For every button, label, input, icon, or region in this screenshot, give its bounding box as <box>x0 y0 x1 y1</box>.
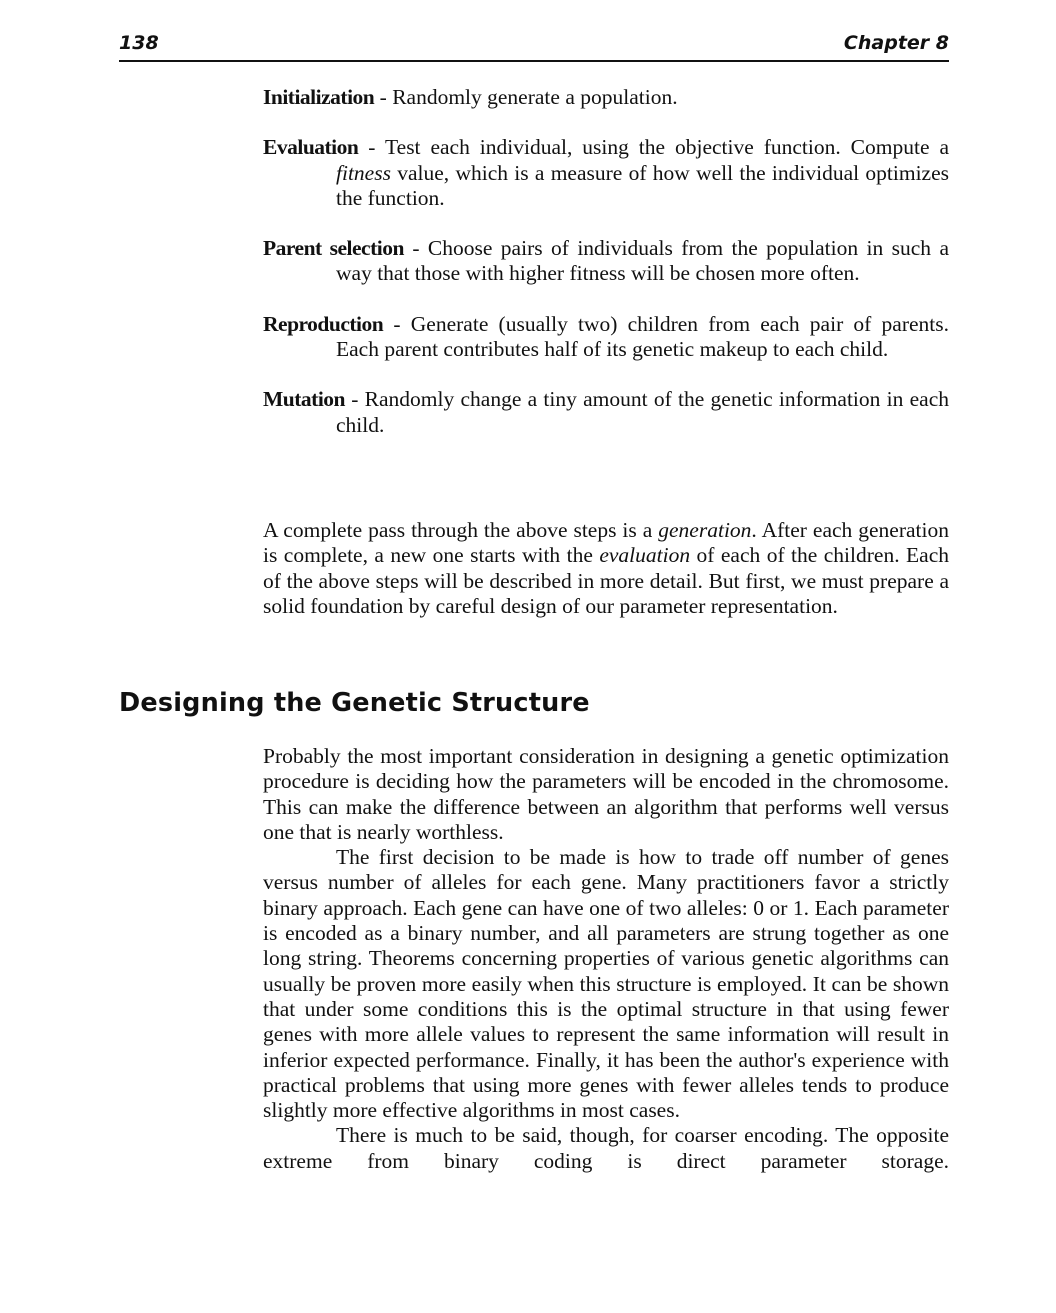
body-paragraph: The first decision to be made is how to trade off number of genes versus number of alleles for each gene. Many practitioners favor a strictly binary approach. Each gene can have one of two alleles: 0 or 1. Each parameter is encoded as a binary number, and all parameters are strung together as one long string. Theorems concerning properties of various genetic algorithms can usually be proven more easily when this structure is employed. It can be shown that under some conditions this is the optimal structure in that using fewer genes with more allele values to represent the same information will result in inferior expected performance. Finally, it has been the author's experience with practical problems that using more genes with fewer alleles tends to produce slightly more effective algorithms in most cases. <box>263 845 949 1123</box>
step-separator: - <box>374 85 393 109</box>
step-description <box>392 85 677 109</box>
emphasized-term: evaluation <box>599 543 691 568</box>
step-description <box>336 312 949 361</box>
text-run: of each of the children. Each of the above steps will be described in more detail. But first, we must prepare a solid foundation by careful design of our parameter representation. <box>263 543 949 618</box>
step-term: Initialization <box>263 85 375 109</box>
page-number: 138 <box>119 32 159 54</box>
text-run: Randomly generate a population. <box>392 85 678 109</box>
step-separator: - <box>345 387 365 412</box>
step-separator: - <box>403 236 428 261</box>
step-item <box>263 387 949 438</box>
step-separator: - <box>358 135 386 160</box>
section-heading: Designing the Genetic Structure <box>119 688 590 718</box>
text-run: value, which is a measure of how well the individual optimizes the function. <box>336 160 949 210</box>
body-paragraph: There is much to be said, though, for coarser encoding. The opposite extreme from binary coding is direct parameter storage. <box>263 1123 949 1173</box>
step-term: Evaluation <box>263 135 359 160</box>
generation-summary-paragraph <box>263 518 949 619</box>
step-item <box>263 135 949 211</box>
emphasized-term: fitness <box>336 160 391 185</box>
text-run: Randomly change a tiny amount of the genetic information in each child. <box>336 387 949 437</box>
emphasized-term: generation <box>658 518 752 542</box>
step-separator: - <box>383 311 411 336</box>
step-description <box>336 135 949 210</box>
step-description <box>336 387 949 436</box>
step-term: Mutation <box>263 387 345 412</box>
body-paragraph: Probably the most important consideration in designing a genetic optimization procedure is deciding how the parameters will be encoded in the chromosome. This can make the difference between an algorithm that performs well versus one that is nearly worthless. <box>263 744 949 844</box>
step-term: Reproduction <box>263 311 384 336</box>
section-body <box>263 744 949 1174</box>
text-run: Generate (usually two) children from each pair of parents. Each parent contributes half of its genetic makeup to each child. <box>336 311 949 362</box>
ga-steps-list <box>263 85 949 463</box>
step-item <box>263 312 949 363</box>
text-run: Choose pairs of individuals from the population in such a way that those with higher fitness will be chosen more often. <box>336 236 950 286</box>
running-head <box>119 30 949 62</box>
text-run: A complete pass through the above steps is a <box>263 518 659 542</box>
text-run: . After each generation is complete, a new one starts with the <box>263 518 949 568</box>
step-item <box>263 85 949 110</box>
step-item <box>263 236 949 287</box>
chapter-label: Chapter 8 <box>843 32 949 54</box>
step-term: Parent selection <box>263 236 404 261</box>
step-description <box>336 236 949 285</box>
text-run: Test each individual, using the objective function. Compute a <box>385 135 949 160</box>
